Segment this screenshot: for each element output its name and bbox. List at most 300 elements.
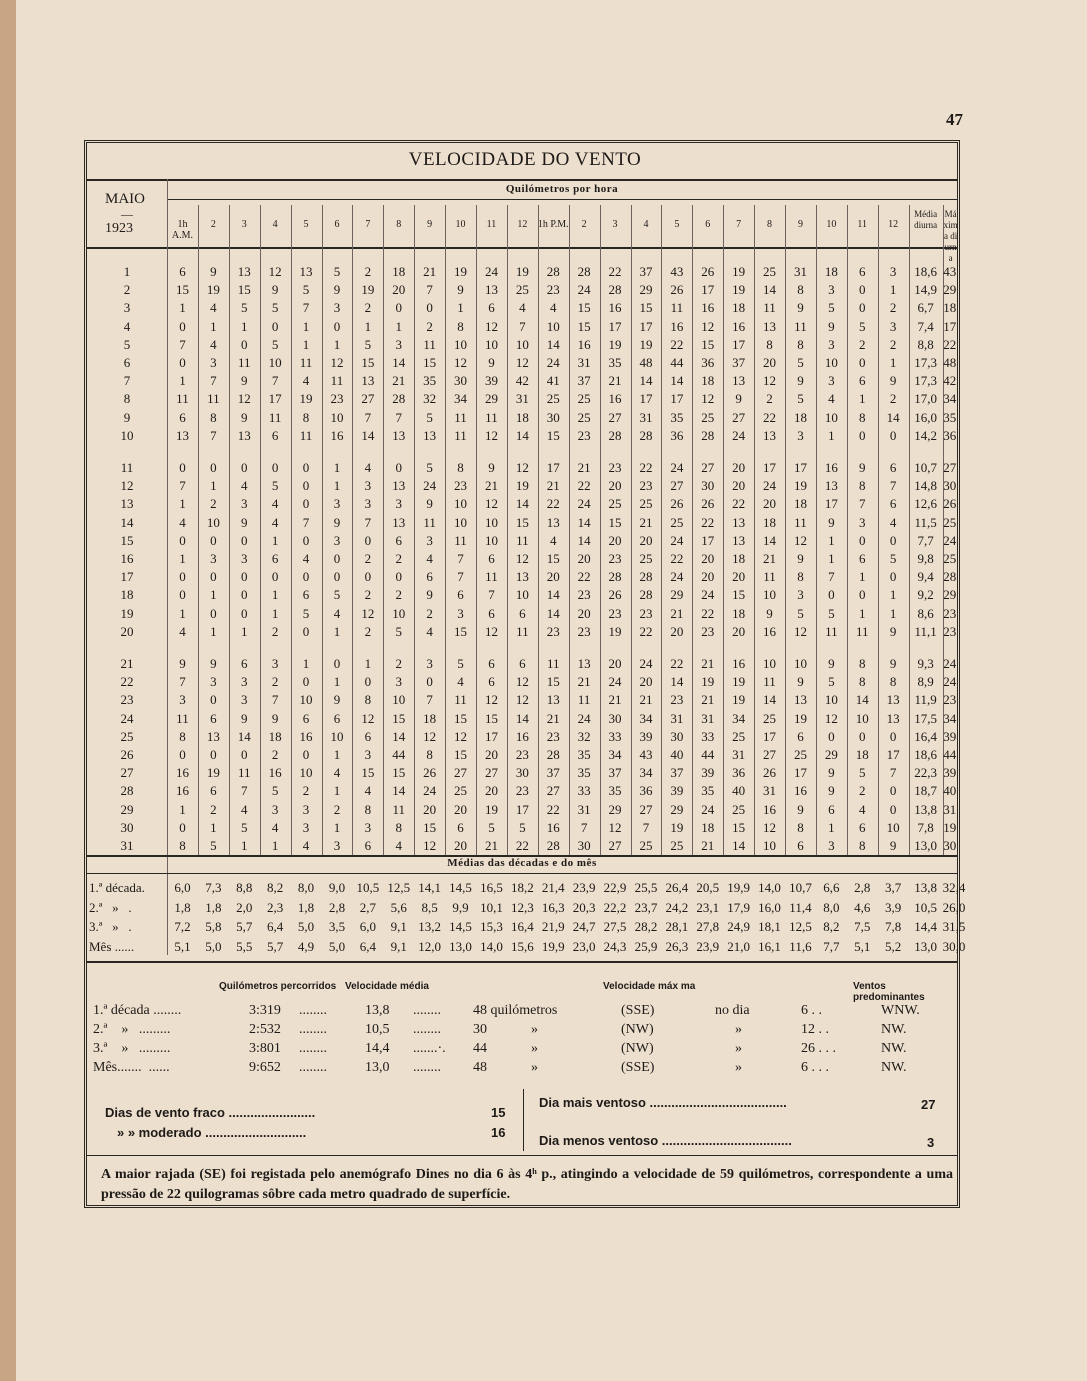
value-cell: 25 (577, 391, 591, 407)
value-cell: 1 (210, 478, 217, 494)
value-cell: 12 (361, 605, 375, 621)
value-cell: 9 (797, 300, 804, 316)
value-cell: 28 (546, 747, 560, 762)
value-cell: 10 (855, 710, 869, 726)
value-cell: 17 (608, 318, 622, 334)
value-cell: 43 (670, 264, 684, 279)
value-cell: 4 (364, 783, 372, 799)
means-cell: 6,0 (174, 880, 191, 895)
value-cell: 0 (179, 460, 186, 475)
value-cell: 0 (179, 532, 186, 548)
value-cell: 5 (395, 623, 402, 639)
value-cell: 20 (732, 478, 746, 494)
summary-km: 3:319 (249, 1003, 281, 1018)
value-cell: 6 (240, 656, 248, 671)
value-cell: 6 (271, 551, 279, 566)
value-cell: 13 (732, 514, 746, 530)
value-cell: 0 (364, 569, 372, 585)
value-cell: 3 (271, 656, 279, 671)
value-cell: 1 (240, 838, 248, 853)
value-cell: 9 (240, 409, 248, 425)
value-cell: 12 (763, 373, 777, 389)
value-cell: 6 (426, 569, 433, 585)
value-cell: 14 (546, 336, 560, 352)
value-cell: 37 (639, 264, 653, 279)
value-cell: 20 (546, 569, 560, 585)
value-cell: 15 (361, 355, 375, 370)
value-cell: 0 (333, 318, 341, 334)
means-cell: 13,0 (914, 938, 937, 954)
value-cell: 30 (515, 765, 529, 781)
value-cell: 2 (889, 300, 897, 316)
value-cell: 9 (766, 605, 773, 621)
value-cell: 1 (828, 427, 835, 443)
value-cell: 1 (858, 391, 866, 407)
value-cell: 16 (330, 427, 344, 443)
value-cell: 12 (423, 728, 437, 744)
value-cell: 1 (333, 674, 341, 690)
value-cell: 16 (793, 783, 807, 799)
means-cell: 13,0 (449, 938, 472, 954)
value-cell: 7 (426, 282, 433, 298)
value-cell: 15 (392, 710, 406, 726)
value-cell: 19 (943, 819, 957, 835)
value-cell: 1 (364, 318, 372, 334)
value-cell: 10 (454, 496, 468, 512)
value-cell: 30 (577, 838, 591, 853)
means-cell: 5,1 (854, 938, 871, 954)
value-cell: 24 (670, 460, 684, 475)
value-cell: 9 (858, 460, 866, 475)
value-cell: 5 (426, 460, 433, 475)
value-cell: 10 (330, 728, 344, 744)
value-cell: 23 (608, 551, 622, 566)
value-cell: 1 (210, 819, 217, 835)
value-cell: 3 (240, 551, 248, 566)
month-dash: — (121, 207, 133, 221)
value-cell: 48 (943, 355, 957, 370)
table-row (87, 281, 957, 299)
value-cell: 4 (302, 373, 310, 389)
value-cell: 1 (302, 656, 310, 671)
value-cell: 0 (426, 674, 433, 690)
value-cell: 1 (179, 801, 186, 817)
means-cell: 14,5 (449, 919, 472, 934)
value-cell: 10 (824, 692, 838, 708)
value-cell: 8,8 (917, 336, 934, 352)
hour-header: 4 (643, 219, 649, 230)
value-cell: 20 (454, 801, 468, 817)
value-cell: 17 (793, 460, 807, 475)
means-cell: 27,8 (696, 919, 720, 934)
value-cell: 14 (577, 532, 591, 548)
value-cell: 6 (519, 656, 526, 671)
day-number: 20 (120, 623, 134, 639)
value-cell: 20 (608, 478, 622, 494)
wind-velocity-table-frame (84, 140, 966, 1208)
value-cell: 16 (701, 300, 715, 316)
value-cell: 0 (240, 747, 248, 762)
means-cell: 27,5 (603, 919, 627, 934)
day-number: 6 (123, 355, 131, 370)
summary-nodia: » (735, 1041, 742, 1056)
value-cell: 4 (271, 514, 279, 530)
means-cell: 23,1 (696, 899, 720, 915)
value-cell: 9,8 (917, 551, 934, 566)
ventos-header: Ventos predominantes (853, 981, 925, 1003)
value-cell: 15 (454, 710, 468, 726)
value-cell: 13 (732, 532, 746, 548)
hour-header: 12 (888, 219, 899, 230)
table-row (87, 409, 957, 427)
value-cell: 19 (732, 282, 746, 298)
value-cell: 10 (454, 514, 468, 530)
value-cell: 32 (423, 391, 437, 407)
year-label: 1923 (105, 221, 133, 236)
means-cell: 12,0 (418, 938, 441, 954)
table-row (87, 623, 957, 641)
summary-nodia: » (735, 1060, 742, 1075)
value-cell: 4 (457, 674, 464, 690)
value-cell: 11 (485, 409, 498, 425)
value-cell: 14,2 (914, 427, 937, 443)
value-cell: 12 (793, 623, 807, 639)
value-cell: 23 (639, 478, 653, 494)
day-number: 4 (123, 318, 131, 334)
value-cell: 29 (824, 747, 838, 762)
means-cell: 24,2 (665, 899, 689, 915)
value-cell: 14,9 (914, 282, 937, 298)
hours-title: Quilómetros por hora (505, 183, 619, 195)
value-cell: 37 (546, 765, 560, 781)
value-cell: 0 (302, 747, 310, 762)
value-cell: 2 (426, 318, 433, 334)
value-cell: 6 (210, 710, 217, 726)
means-cell: 7,3 (205, 880, 222, 895)
value-cell: 3 (240, 496, 248, 512)
summary-label: Mês....... ...... (93, 1060, 170, 1075)
value-cell: 6 (797, 838, 804, 853)
value-cell: 25 (608, 496, 622, 512)
table-row (87, 299, 957, 317)
value-cell: 22 (670, 656, 684, 671)
value-cell: 8 (858, 478, 866, 494)
media-diurna-header: Média diurna (914, 209, 938, 230)
value-cell: 6 (302, 710, 310, 726)
value-cell: 8 (179, 838, 186, 853)
value-cell: 9 (426, 496, 433, 512)
value-cell: 34 (943, 391, 957, 407)
value-cell: 15 (701, 336, 715, 352)
value-cell: 3 (828, 838, 835, 853)
page-binding-edge (0, 0, 16, 1381)
value-cell: 0 (858, 728, 866, 744)
summary-dots: ........ (299, 1060, 327, 1075)
weak-days-label: Dias de vento fraco ........................ (105, 1105, 316, 1120)
means-cell: 26,4 (665, 880, 689, 895)
value-cell: 9 (828, 783, 835, 799)
value-cell: 16,4 (914, 728, 937, 744)
value-cell: 20 (670, 623, 684, 639)
value-cell: 35 (670, 409, 684, 425)
means-cell: 16,1 (758, 938, 781, 954)
value-cell: 27 (484, 765, 498, 781)
value-cell: 3 (333, 532, 341, 548)
summary-ditto: » (531, 1041, 538, 1056)
value-cell: 0 (889, 427, 897, 443)
value-cell: 6 (858, 819, 866, 835)
value-cell: 10 (392, 605, 406, 621)
value-cell: 25 (639, 551, 653, 566)
value-cell: 24 (608, 674, 622, 690)
value-cell: 8 (889, 674, 897, 690)
value-cell: 7,4 (917, 318, 934, 334)
value-cell: 3 (828, 282, 835, 298)
value-cell: 17 (701, 282, 715, 298)
value-cell: 31 (577, 355, 591, 370)
value-cell: 11 (237, 765, 251, 781)
means-cell: 31,5 (942, 919, 966, 934)
summary-max: 48 quilómetros (473, 1003, 558, 1018)
value-cell: 21 (608, 692, 622, 708)
summary-max: 30 (473, 1022, 487, 1037)
value-cell: 24 (701, 587, 715, 603)
value-cell: 4 (302, 551, 310, 566)
value-cell: 4 (271, 819, 279, 835)
hour-header: 8 (767, 219, 773, 230)
value-cell: 3 (889, 264, 897, 279)
summary-label: 2.ª » ......... (93, 1022, 171, 1037)
means-cell: 2,3 (267, 899, 284, 915)
means-cell: 28,2 (634, 919, 658, 934)
value-cell: 42 (943, 373, 957, 389)
value-cell: 5 (457, 656, 464, 671)
value-cell: 1 (210, 318, 217, 334)
value-cell: 29 (670, 801, 684, 817)
value-cell: 2 (364, 551, 372, 566)
value-cell: 39 (639, 728, 653, 744)
value-cell: 18,7 (914, 783, 937, 799)
summary-label: 3.ª » ......... (93, 1041, 171, 1056)
value-cell: 34 (639, 710, 653, 726)
value-cell: 22 (546, 801, 560, 817)
means-cell: 9,1 (390, 938, 407, 954)
value-cell: 23 (577, 623, 591, 639)
value-cell: 10 (484, 532, 498, 548)
value-cell: 10 (546, 318, 560, 334)
value-cell: 27 (361, 391, 375, 407)
hour-header: 2 (581, 219, 587, 230)
value-cell: 30 (454, 373, 468, 389)
day-number: 25 (120, 728, 134, 744)
value-cell: 25 (732, 801, 746, 817)
value-cell: 8 (426, 747, 433, 762)
value-cell: 12 (484, 692, 498, 708)
value-cell: 19 (515, 478, 529, 494)
value-cell: 24 (577, 282, 591, 298)
table-title: VELOCIDADE DO VENTO (408, 149, 642, 170)
table-row (87, 728, 957, 746)
value-cell: 27 (608, 409, 622, 425)
hour-header: 2 (210, 219, 216, 230)
value-cell: 15 (515, 514, 529, 530)
value-cell: 4 (179, 623, 186, 639)
value-cell: 2 (766, 391, 773, 407)
value-cell: 14 (886, 409, 900, 425)
value-cell: 9 (271, 710, 279, 726)
value-cell: 11 (794, 318, 807, 334)
value-cell: 30 (546, 409, 560, 425)
value-cell: 13 (392, 478, 406, 494)
means-cell: 1,8 (174, 899, 191, 915)
value-cell: 36 (943, 427, 957, 443)
value-cell: 12 (423, 838, 437, 853)
value-cell: 23 (546, 282, 560, 298)
value-cell: 10 (824, 409, 838, 425)
value-cell: 35 (608, 355, 622, 370)
value-cell: 20 (639, 532, 653, 548)
table-row (87, 372, 957, 390)
value-cell: 8 (457, 318, 464, 334)
day-number: 16 (120, 551, 134, 566)
value-cell: 12 (515, 460, 529, 475)
value-cell: 17 (732, 336, 746, 352)
value-cell: 36 (701, 355, 715, 370)
value-cell: 22 (732, 496, 746, 512)
value-cell: 18,6 (914, 747, 937, 762)
value-cell: 9 (333, 514, 341, 530)
means-cell: 5,0 (297, 919, 315, 934)
value-cell: 27 (701, 460, 715, 475)
hour-header: 1h P.M. (537, 219, 569, 230)
windiest-day-value: 27 (921, 1097, 936, 1112)
means-cell: 13,8 (914, 880, 937, 895)
hour-header: 7 (365, 219, 371, 230)
table-row (87, 459, 957, 477)
value-cell: 7 (642, 819, 650, 835)
value-cell: 35 (423, 373, 437, 389)
value-cell: 44 (943, 747, 957, 762)
value-cell: 12 (484, 318, 498, 334)
means-cell: 2,7 (359, 899, 376, 915)
value-cell: 1 (271, 532, 279, 548)
value-cell: 2 (426, 605, 433, 621)
means-cell: 9,0 (328, 880, 346, 895)
value-cell: 11 (763, 300, 776, 316)
value-cell: 13 (546, 514, 560, 530)
value-cell: 16 (608, 300, 622, 316)
value-cell: 10 (484, 514, 498, 530)
value-cell: 5 (302, 605, 310, 621)
means-row (87, 938, 966, 956)
value-cell: 9 (797, 551, 804, 566)
value-cell: 20 (608, 532, 622, 548)
title-rule (87, 179, 957, 181)
value-cell: 23 (577, 427, 591, 443)
means-cell: 8,0 (823, 899, 840, 915)
summary-vento: NW. (881, 1022, 907, 1037)
value-cell: 15 (577, 300, 591, 316)
value-cell: 12 (454, 355, 468, 370)
value-cell: 10 (268, 355, 282, 370)
means-cell: 25,5 (634, 880, 658, 895)
value-cell: 0 (179, 318, 186, 334)
value-cell: 15 (484, 710, 498, 726)
summary-max: 44 (473, 1041, 487, 1056)
value-cell: 6 (828, 801, 835, 817)
value-cell: 21 (484, 478, 498, 494)
value-cell: 12 (793, 532, 807, 548)
value-cell: 37 (732, 355, 746, 370)
value-cell: 22 (577, 478, 591, 494)
value-cell: 13 (206, 728, 220, 744)
value-cell: 28 (608, 427, 622, 443)
value-cell: 29 (608, 801, 622, 817)
value-cell: 3 (364, 819, 372, 835)
value-cell: 1 (889, 605, 897, 621)
value-cell: 19 (608, 623, 622, 639)
value-cell: 26 (670, 282, 684, 298)
value-cell: 31 (515, 391, 529, 407)
means-cell: 6,4 (359, 938, 376, 954)
value-cell: 9 (828, 765, 835, 781)
value-cell: 28 (639, 587, 653, 603)
value-cell: 24 (943, 674, 957, 690)
value-cell: 2 (271, 747, 279, 762)
value-cell: 2 (271, 674, 279, 690)
means-cell: 1,8 (205, 899, 222, 915)
value-cell: 19 (206, 282, 220, 298)
value-cell: 27 (763, 747, 777, 762)
value-cell: 20 (701, 569, 715, 585)
value-cell: 7 (858, 496, 866, 512)
table-row (87, 710, 957, 728)
value-cell: 25 (577, 409, 591, 425)
value-cell: 6 (488, 551, 495, 566)
value-cell: 8 (797, 569, 804, 585)
value-cell: 31 (701, 710, 715, 726)
means-cell: 3,7 (885, 880, 902, 895)
value-cell: 1 (333, 460, 341, 475)
value-cell: 10 (515, 336, 529, 352)
value-cell: 7,8 (917, 819, 934, 835)
value-cell: 8 (766, 336, 773, 352)
value-cell: 13 (824, 478, 838, 494)
value-cell: 3 (395, 496, 402, 512)
value-cell: 0 (240, 605, 248, 621)
value-cell: 5 (302, 282, 310, 298)
value-cell: 31 (763, 783, 777, 799)
means-cell: 23,0 (572, 938, 596, 954)
means-cell: 19,9 (541, 938, 565, 954)
value-cell: 28 (546, 838, 560, 853)
value-cell: 24 (546, 355, 560, 370)
value-cell: 14 (515, 710, 529, 726)
value-cell: 0 (364, 674, 372, 690)
summary-dots: ........ (299, 1041, 327, 1056)
table-row (87, 318, 957, 336)
value-cell: 20 (392, 282, 406, 298)
value-cell: 3 (364, 747, 372, 762)
value-cell: 9,3 (917, 656, 934, 671)
means-cell: 15,6 (510, 938, 534, 954)
means-cell: 22,2 (603, 899, 627, 915)
day-number: 5 (123, 336, 131, 352)
value-cell: 14 (515, 427, 529, 443)
summary-dots: ........ (299, 1003, 327, 1018)
value-cell: 2 (395, 656, 402, 671)
value-cell: 19 (732, 674, 746, 690)
